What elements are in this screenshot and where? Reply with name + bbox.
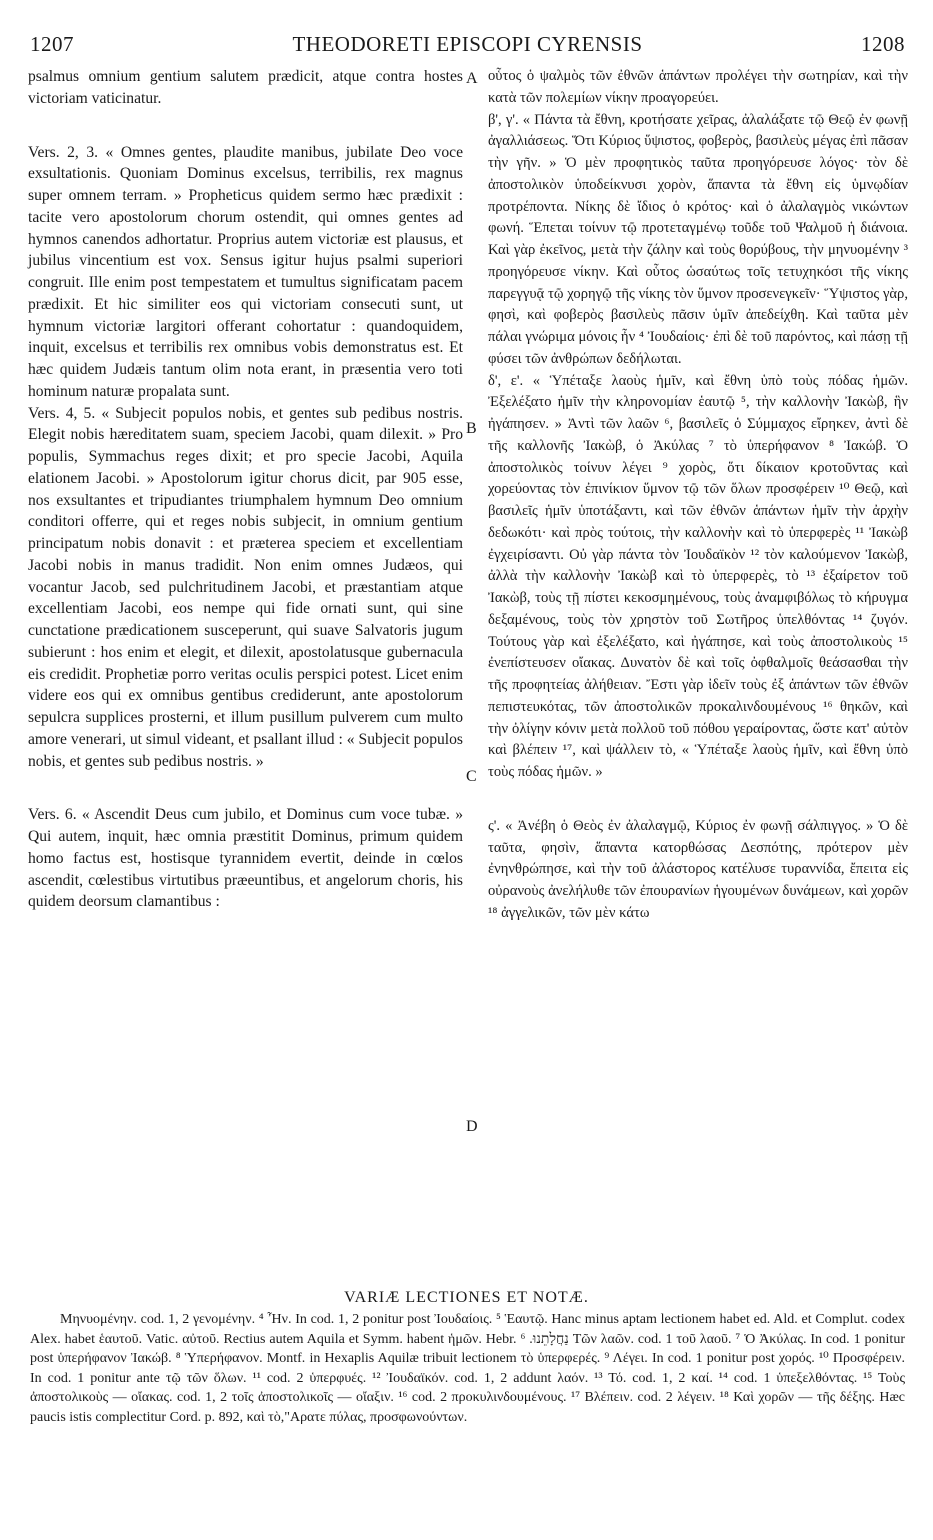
notes-section bbox=[30, 1310, 905, 1427]
greek-paragraph-vers-4-5: δ', ε'. « Ὑπέταξε λαοὺς ἡμῖν, καὶ ἔθνη ὑπὸ τοὺς πόδας ἡμῶν. Ἐξελέξατο ἡμῖν τὴν κληρονομίαν ἑαυτῷ ⁵, τὴν καλλονὴν Ἰακὼβ, ἣν ἠγάπησεν. » Ἀντὶ τῶν λαῶν ⁶, βασιλεῖς ὁ Σύμμαχος εἴρηκεν, ἀντὶ δὲ τῆς καλλονῆς Ἰακὼβ, ὁ Ἀκύλας ⁷ τὸ ὑπερήφανον ⁸ Ἰακώβ. Ὁ ἀποστολικὸς τοίνυν λέγει ⁹ χορὸς, ὅτι δίκαιον κροτοῦντας καὶ χορεύοντας τὸν ἐπινίκιον ὕμνον τῷ τῶν ὅλων προσφέρειν ¹⁰ Θεῷ, καὶ βασιλεῖς ἡμῖν ὑποτάξαντι, καὶ τῶν ἐθνῶν ἁπάντων ἡμῖν τὴν ἀρχὴν δεδωκότι· καὶ πρὸς τούτοις, τὴν καλλονὴν καὶ τὸ ὑπερφερὲς ¹¹ Ἰακὼβ ἐγχειρίσαντι. Οὐ γὰρ πάντα τὸν Ἰουδαϊκὸν ¹² τὸν καλούμενον Ἰακὼβ, ἀλλὰ τὴν καλλονὴν Ἰακὼβ καὶ τὸ ὑπερφερὲς, τὸ ¹³ ἐξαίρετον τοῦ Ἰακὼβ, τοὺς τῇ πίστει κεκοσμημένους, τοὺς ἀναμφιβόλως τὸ κήρυγμα δεξαμένους, τοὺς τὸν χρηστὸν τοῦ Σωτῆρος ὑπελθόντας ¹⁴ ζυγόν. Τούτους γὰρ καὶ ἐξελέξατο, καὶ ἠγάπησε, καὶ τοὺς ἀποστολικοὺς ¹⁵ ἐνεπίστευσεν οἴακας. Δυνατὸν δὲ καὶ τοῖς ὀφθαλμοῖς θεάσασθαι τὴν τῆς προφητείας ἀλήθειαν. Ἔστι γὰρ ἰδεῖν τοὺς ἐξ ἁπάντων τῶν ἐθνῶν πεπιστευκότας, τῶν ἀποστολικῶν προκαλινδουμένους ¹⁶ θηκῶν, καὶ τὴν ὀλίγην κόνιν μετὰ πολλοῦ τοῦ πόθου γεραίροντας, ὥστε κατ' αὐτὸν καὶ βλέπειν ¹⁷, καὶ ψάλλειν τὸ, « Ὑπέταξε λαοὺς ἡμῖν, καὶ ἔθνη ὑπὸ τοὺς πόδας ἡμῶν. » bbox=[488, 372, 908, 780]
greek-paragraph-intro: οὗτος ὁ ψαλμὸς τῶν ἐθνῶν ἁπάντων προλέγει τὴν σωτηρίαν, καὶ τὴν κατὰ τῶν πολεμίων νίκην προαγορεύει. bbox=[488, 68, 908, 106]
latin-paragraph-vers-4-5: Vers. 4, 5. « Subjecit populos nobis, et gentes sub pedibus nostris. Elegit nobis hæreditatem suam, speciem Jacobi, quam dilexit. » Pro populis, Symmachus reges dixit; et pro specie Jacobi, Aquila elationem Jacobi. » Apostolorum igitur chorus dicit, par 905 esse, nos exsultantes et tripudiantes triumphalem hymnum Deo omnium conditori offerre, qui et reges nobis subjecit, in omnium gentium principatum nobis donavit : et præterea speciem et excellentiam Jacobi nobis in manus tradidit. Non enim omnes Judæos, qui vocantur Jacob, sed pulchritudinem Jacobi, et præstantiam atque excellentiam Jacobi, eos nempe qui fide ornati sunt, qui sine cunctatione prædicationem susceperunt, qui suave Salvatoris jugum subierunt : hos enim et elegit, et dilexit, apostolatusque gubernacula eis credidit. Prophetiæ porro veritas oculis perspici potest. Licet enim videre eos qui ex omnibus gentibus crediderunt, ante apostolorum sepulcra supplices prosterni, et illum pusillum pulverem cum multo amore venerari, ut simul videant, et psallant illud : « Subjecit populos nobis, et gentes sub pedibus nostris. » bbox=[28, 404, 463, 770]
margin-letter-d: D bbox=[466, 1118, 478, 1135]
running-title: THEODORETI EPISCOPI CYRENSIS bbox=[292, 32, 643, 56]
greek-column bbox=[488, 66, 908, 925]
notes-heading: VARIÆ LECTIONES ET NOTÆ. bbox=[344, 1289, 589, 1306]
page-number-right: 1208 bbox=[861, 32, 905, 56]
margin-letter-a: A bbox=[466, 70, 478, 87]
latin-paragraph-vers-6: Vers. 6. « Ascendit Deus cum jubilo, et Dominus cum voce tubæ. » Qui autem, inquit, hæc omnia præstitit Dominus, primum quidem homo factus est, hostisque tyrannidem evertit, deinde in cœlos ascendit, cœlestibus virtutibus præeuntibus, et angelorum choris, his quidem deorsum clamantibus : bbox=[28, 806, 463, 911]
page-number-left: 1207 bbox=[30, 32, 74, 56]
latin-paragraph-vers-2-3: Vers. 2, 3. « Omnes gentes, plaudite manibus, jubilate Deo voce exsultationis. Quoniam Dominus excelsus, terribilis, rex magnus super omnem terram. » Propheticus quidem sermo hæc prædixit : tacite vero apostolorum chorum ostendit, qui omnes gentes ad hymnos canendos adhortatur. Proprius autem victoriæ est plausus, et jubilus vincentium est vox. Sensus igitur hujus psalmi superiori congruit. Ille enim post tempestatem et tumultus significatam pacem prædixit. Et hic similiter eos qui victoriam consecuti sunt, ut hymnum victoriæ largitori offerant cohortatur : quandoquidem, inquit, excelsus et terribilis rex omnibus vobis demonstratus est. Et hæc quidem Judæis tantum olim nota erant, in præsentia vero toti hominum naturæ propalata sunt. bbox=[28, 143, 463, 400]
latin-column bbox=[28, 66, 463, 913]
notes-text: Μηνυομένην. cod. 1, 2 γενομένην. ⁴ Ἦν. In cod. 1, 2 ponitur post Ἰουδαίοις. ⁵ Ἑαυτῷ. Hanc minus aptam lectionem habet ed. Ald. et Complut. codex Alex. habet ἑαυτοῦ. Vatic. αὐτοῦ. Rectius autem Aquila et Symm. habent ἡμῶν. Hebr. נַחֲלָתֵנוּ. ⁶ Τῶν λαῶν. cod. 1 τοῦ λαοῦ. ⁷ Ὁ Ἀκύλας. In cod. 1 ponitur post ὑπερήφανον Ἰακώβ. ⁸ Ὑπερήφανον. Montf. in Hexaplis Aquilæ tribuit lectionem τὸ ὑπερφερές. ⁹ Λέγει. In cod. 1 ponitur post χορός. ¹⁰ Προσφέρειν. In cod. 1 ponitur ante τῷ τῶν ὅλων. ¹¹ cod. 2 ὑπερφυές. ¹² Ἰουδαϊκόν. cod. 1, 2 addunt λαόν. ¹³ Τό. cod. 1, 2 καί. ¹⁴ cod. 1 ὑπεξελθόντας. ¹⁵ Τοὺς ἀποστολικοὺς — οἴακας. cod. 1, 2 τοῖς ἀποστολικοῖς — οἴαξιν. ¹⁶ cod. 2 προκυλινδουμένους. ¹⁷ Βλέπειν. cod. 2 λέγειν. ¹⁸ Καὶ χορῶν — τῆς δέξης. Hæc paucis istis complectitur Cord. p. 892, καὶ τὸ,"Αρατε πύλας, προσφωνούντων. bbox=[30, 1312, 905, 1425]
margin-letter-c: C bbox=[466, 768, 477, 785]
greek-paragraph-vers-2-3: β', γ'. « Πάντα τὰ ἔθνη, κροτήσατε χεῖρας, ἀλαλάξατε τῷ Θεῷ ἐν φωνῇ ἀγαλλιάσεως. Ὅτι Κύριος ὕψιστος, φοβερὸς, βασιλεὺς μέγας ἐπὶ πᾶσαν τὴν γῆν. » Ὁ μὲν προφητικὸς ταῦτα προηγόρευσε λόγος· τὸν δὲ ἀποστολικὸν ὑποδείκνυσι χορὸν, ἅπαντα τὰ ἔθνη εἰς ὑμνῳδίαν προτρέποντα. Νίκης δὲ ἴδιος ὁ κρότος· καὶ ὁ ἀλαλαγμὸς νικώντων φωνή. Ἕπεται τοίνυν τῷ προτεταγμένῳ τοῦδε τοῦ Ψαλμοῦ ἡ διάνοια. Καὶ γὰρ ἐκεῖνος, μετὰ τὴν ζάλην καὶ τοὺς θορύβους, τὴν μηνυομένην ³ προηγόρευσε νίκην. Καὶ οὗτος ὡσαύτως τοῖς τετυχηκόσι τῆς νίκης παρεγγυᾷ τῷ χορηγῷ τῆς νίκης τὸν ὕμνον προσενεγκεῖν· Ὕψιστος γὰρ, φησὶ, καὶ φοβερὸς βασιλεὺς πᾶσιν ὑμῖν ἀπεδείχθη. Καὶ ταῦτα μὲν πάλαι γνώριμα μόνοις ἦν ⁴ Ἰουδαίοις· ἐπὶ δὲ τοῦ παρόντος, καὶ πάσῃ τῇ φύσει τῶν ἀνθρώπων δεδήλωται. bbox=[488, 111, 908, 367]
page-header bbox=[30, 32, 905, 60]
greek-paragraph-vers-6: ς'. « Ἀνέβη ὁ Θεὸς ἐν ἀλαλαγμῷ, Κύριος ἐν φωνῇ σάλπιγγος. » Ὁ δὲ ταῦτα, φησὶν, ἅπαντα κατορθώσας Δεσπότης, πρότερον μὲν ἐνηνθρώπησε, καὶ τὴν τοῦ ἀλάστορος κατέλυσε τυραννίδα, ἔπειτα εἰς οὐρανοὺς ἀνελήλυθε τῶν ἐπουρανίων ἡγουμένων δυνάμεων, καὶ χορῶν ¹⁸ ἀγγελικῶν, τῶν μὲν κάτω bbox=[488, 817, 908, 921]
latin-paragraph-intro: psalmus omnium gentium salutem prædicit, atque contra hostes victoriam vaticinatur. bbox=[28, 68, 463, 107]
margin-letter-b: B bbox=[466, 420, 477, 437]
